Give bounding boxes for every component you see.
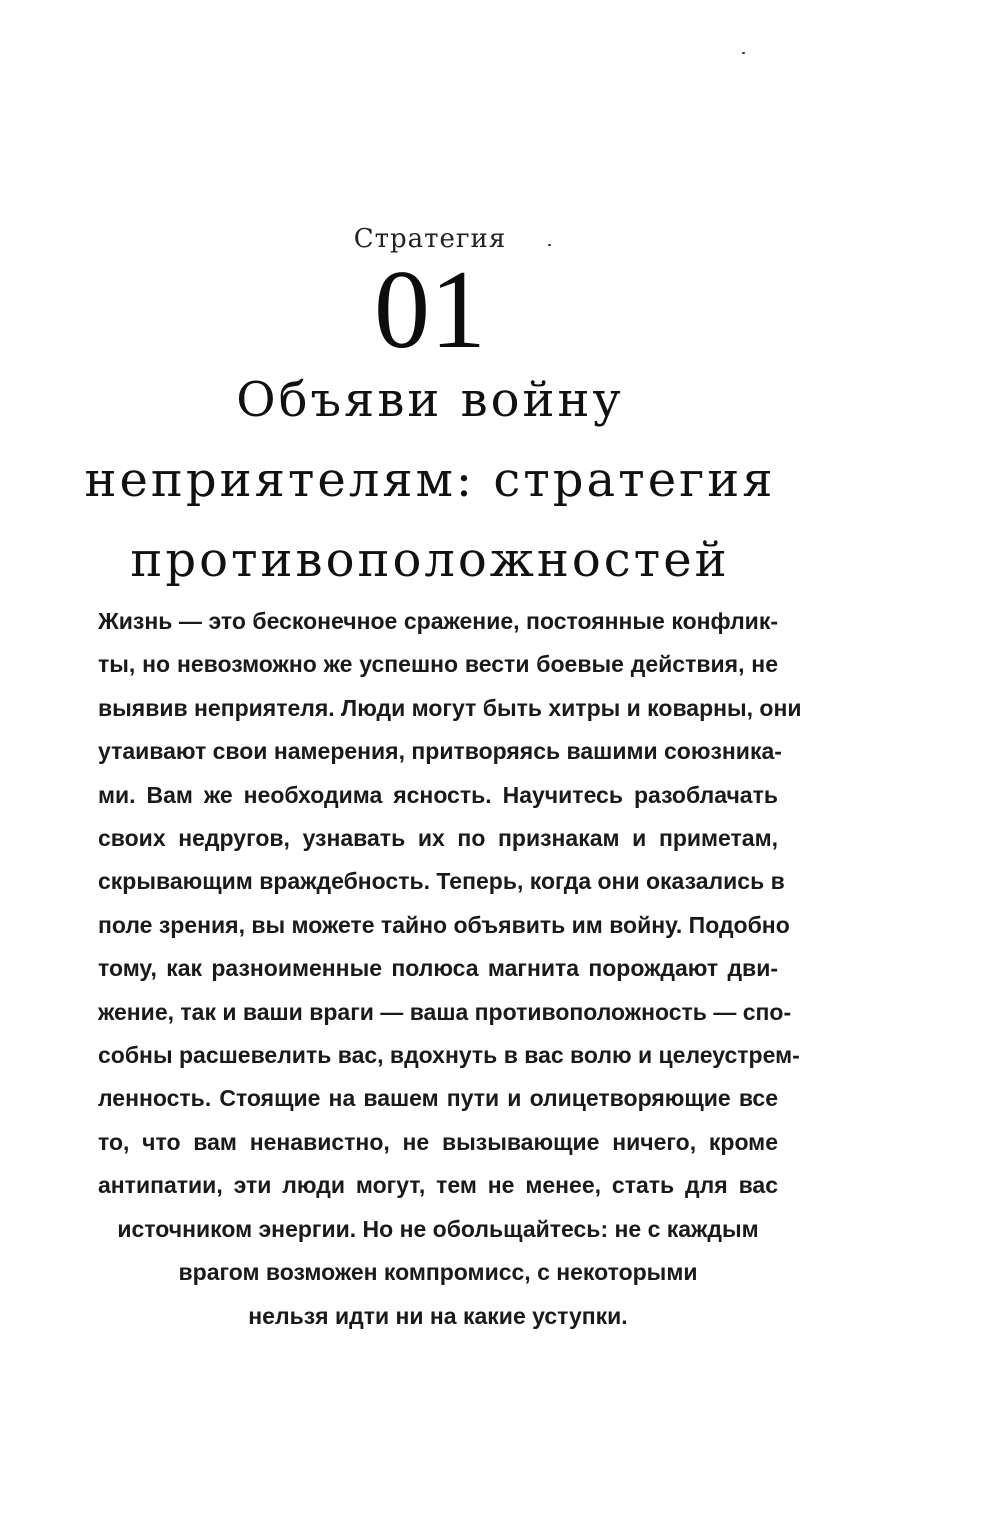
chapter-title-line: Объяви войну [236,372,624,428]
paragraph-line: поле зрения, вы можете тайно объявить им войну. Подобно [98,911,790,938]
paragraph-line: то, что вам ненавистно, не вызывающие ничего, кроме [98,1128,778,1155]
paragraph-line: утаивают свои намерения, притворяясь вашими союзника- [98,738,782,765]
paragraph-line: выявив неприятеля. Люди могут быть хитры и коварны, они [98,694,802,721]
epigraph-paragraph [98,600,802,1338]
paragraph-line: Жизнь — это бесконечное сражение, постоянные конфлик- [98,608,778,634]
chapter-kicker: Стратегия [353,224,507,254]
paragraph-line: ми. Вам же необходима ясность. Научитесь разоблачать [98,781,778,808]
paragraph-line: тому, как разноименные полюса магнита порождают дви- [98,955,778,982]
chapter-title [0,360,860,600]
chapter-title-line: неприятелям: стратегия [84,452,776,508]
ink-speck [742,52,745,54]
paragraph-line: скрывающим враждебность. Теперь, когда они оказались в [98,868,785,895]
paragraph-line: своих недругов, узнавать их по признакам и приметам, [98,825,778,852]
paragraph-line: собны расшевелить вас, вдохнуть в вас волю и целеустрем- [98,1042,800,1069]
paragraph-line: источником энергии. Но не обольщайтесь: не с каждым [117,1215,759,1242]
paragraph-line: нельзя идти ни на какие уступки. [248,1302,628,1329]
paragraph-line: антипатии, эти люди могут, тем не менее, стать для вас [98,1172,778,1199]
paragraph-line: жение, так и ваши враги — ваша противоположность — спо- [98,998,792,1025]
paragraph-line: ленность. Стоящие на вашем пути и олицетворяющие все [98,1085,778,1112]
chapter-number: 01 [374,248,486,372]
chapter-title-line: противоположностей [130,532,730,588]
paragraph-line: ты, но невозможно же успешно вести боевые действия, не [98,651,778,678]
paragraph-line: врагом возможен компромисс, с некоторыми [178,1259,698,1286]
